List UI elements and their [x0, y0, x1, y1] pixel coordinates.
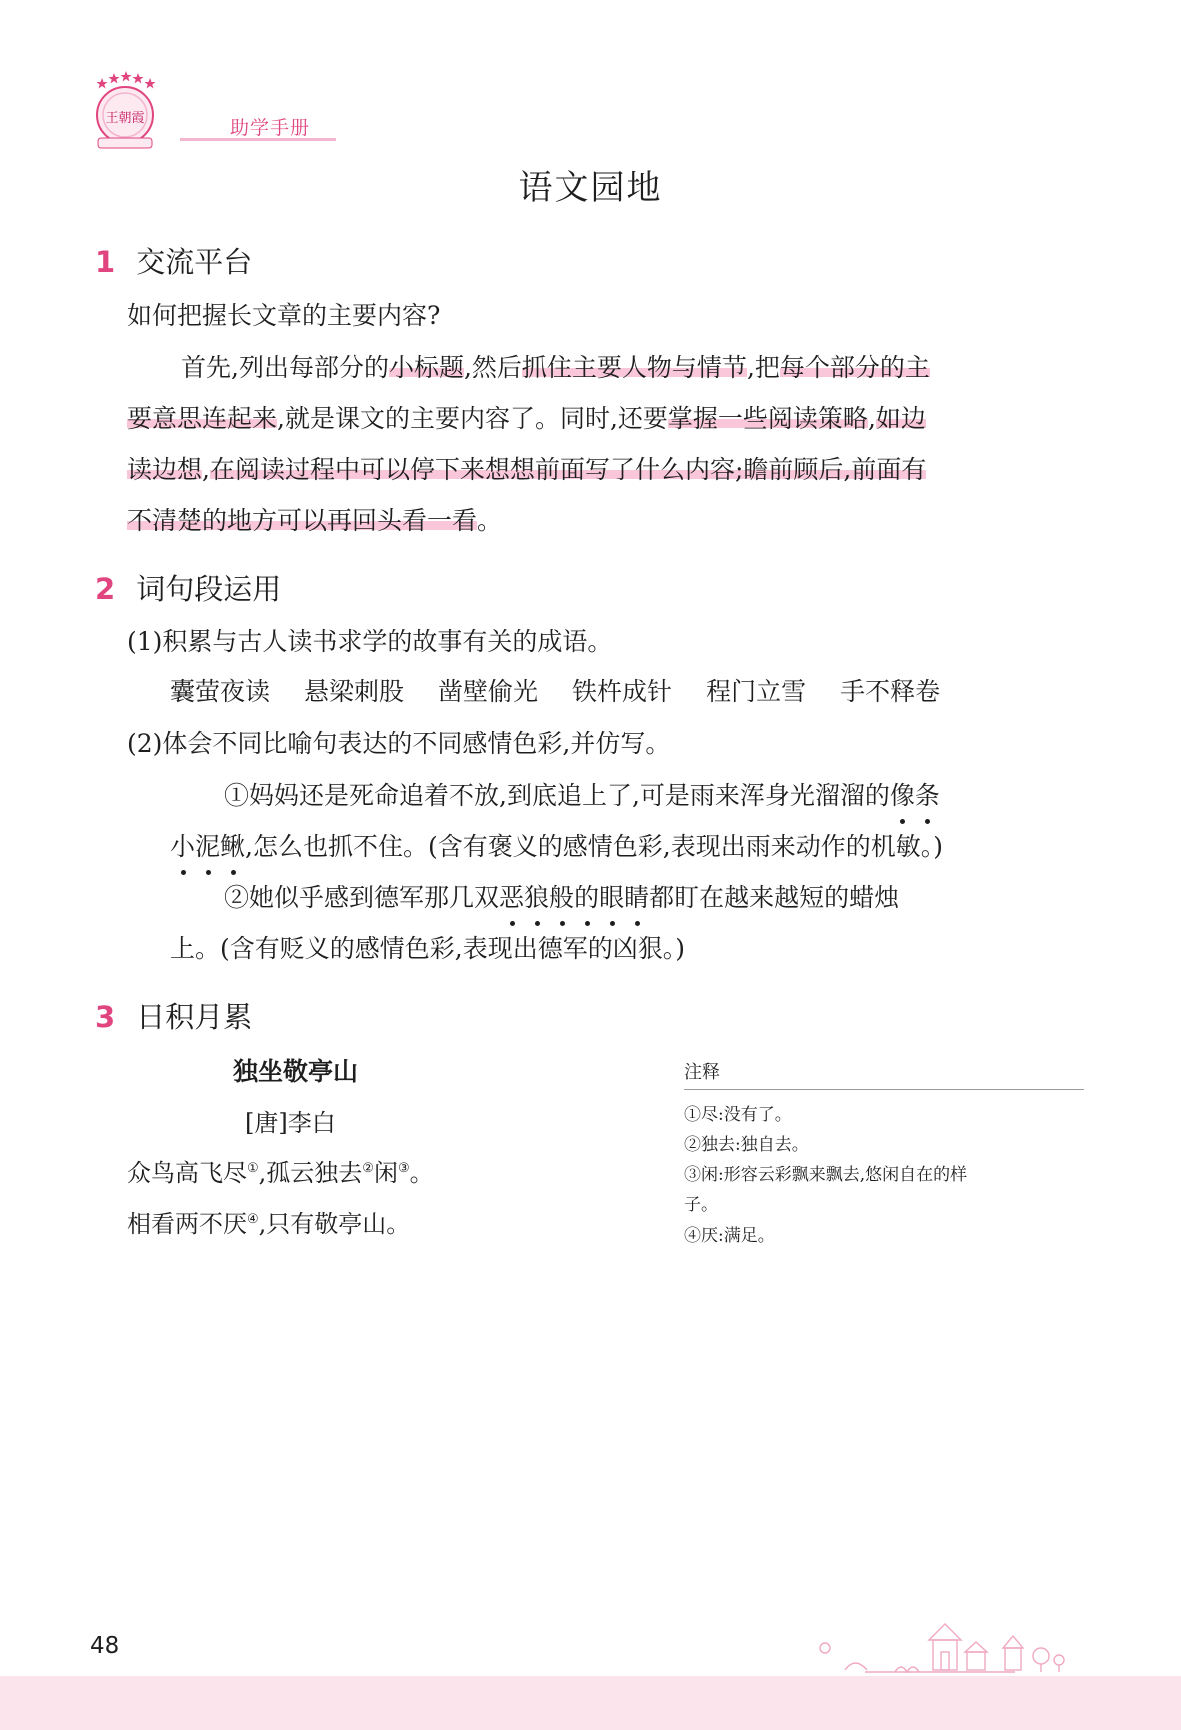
page-number: 48: [90, 1633, 120, 1659]
footnote-marker: ③: [397, 1161, 410, 1176]
emphasis-char: 眼: [599, 878, 624, 914]
emphasis-char: 恶: [499, 878, 524, 914]
text-run: 。: [409, 1159, 434, 1187]
highlight: 不清楚的地方可以再回头看一看: [127, 506, 478, 535]
text-run: ,然后: [463, 353, 522, 382]
paragraph-line-3: [127, 450, 926, 486]
highlight: 小标题: [388, 353, 464, 382]
section-1-heading: [95, 240, 252, 281]
notes-title: 注释: [684, 1062, 720, 1083]
note-2: ②独去:独自去。: [684, 1135, 809, 1155]
highlight: 如边: [875, 404, 926, 433]
example-1-line-1: [224, 776, 940, 812]
text-run: ,: [867, 404, 876, 433]
idiom-list: [170, 672, 974, 708]
idiom: 囊萤夜读: [170, 677, 271, 706]
idiom: 程门立雪: [706, 677, 807, 706]
highlight: 要意思连起来: [127, 404, 278, 433]
text-run: ②她似乎感到德军那几双: [224, 883, 500, 912]
text-run: 相看两不厌: [127, 1210, 247, 1238]
highlight: 读边想: [127, 455, 203, 484]
section-number: 3: [95, 1000, 116, 1034]
text-run: ,孤云独去: [258, 1159, 363, 1187]
paragraph-line-2: [127, 399, 926, 435]
example-2-line-2: 上。(含有贬义的感情色彩,表现出德军的凶狠。): [170, 934, 685, 963]
poem-line-2: [127, 1204, 410, 1239]
emphasis-char: 般: [549, 878, 574, 914]
text-run: 。: [477, 506, 503, 535]
page-title: 语文园地: [518, 168, 663, 208]
highlight: 在阅读过程中可以停下来想想前面写了什么内容;瞻前顾后,前面有: [209, 455, 927, 484]
footnote-marker: ②: [362, 1161, 374, 1176]
emphasis-char: 睛: [624, 878, 649, 914]
text-run: ,只有敬亭山。: [258, 1210, 411, 1238]
paragraph-line-1: [181, 348, 930, 384]
example-1-line-2: [170, 827, 943, 863]
exercise-2: (2)体会不同比喻句表达的不同感情色彩,并仿写。: [127, 729, 671, 758]
footer-house-illustration-icon: [805, 1618, 1081, 1676]
emphasis-char: 鳅: [220, 827, 245, 863]
section-title: 交流平台: [136, 245, 253, 279]
idiom: 悬梁刺股: [304, 677, 405, 706]
text-run: ,把: [746, 353, 780, 382]
text-run: 首先,列出每部分的: [181, 353, 389, 382]
highlight: 每个部分的主: [779, 353, 930, 382]
poem-title: 独坐敬亭山: [233, 1057, 359, 1086]
note-3-continued: 子。: [684, 1195, 718, 1215]
emphasis-char: 小: [170, 827, 195, 863]
svg-text:王朝霞: 王朝霞: [105, 111, 145, 126]
header-label: 助学手册: [230, 117, 311, 139]
highlight: 抓住主要人物与情节: [521, 353, 747, 382]
emphasis-char: 像: [890, 776, 915, 812]
text-run: ,: [202, 455, 210, 484]
highlight: 掌握一些阅读策略: [667, 404, 868, 433]
footnote-marker: ④: [247, 1212, 259, 1227]
note-4: ④厌:满足。: [684, 1226, 775, 1246]
poem-author: [唐]李白: [245, 1109, 336, 1137]
text-run: 众鸟高飞尽: [127, 1159, 247, 1187]
paragraph-line-4: [127, 501, 502, 537]
section-number: 1: [95, 245, 116, 279]
section-2-heading: [95, 567, 281, 608]
footer-band: [0, 1676, 1181, 1730]
idiom: 手不释卷: [840, 677, 941, 706]
text-run: 都盯在越来越短的蜡烛: [649, 883, 900, 912]
emphasis-char: 的: [574, 878, 599, 914]
note-1: ①尽:没有了。: [684, 1105, 792, 1125]
section-title: 日积月累: [136, 1000, 253, 1034]
text-run: ①妈妈还是死命追着不放,到底追上了,可是雨来浑身光溜溜的: [224, 781, 890, 810]
text-run: ,就是课文的主要内容了。同时,还要: [277, 404, 668, 433]
section-3-heading: [95, 995, 252, 1036]
section-title: 词句段运用: [136, 572, 282, 606]
publisher-logo: [88, 68, 162, 152]
emphasis-char: 狼: [524, 878, 549, 914]
footnote-marker: ①: [247, 1161, 259, 1176]
exercise-1: (1)积累与古人读书求学的故事有关的成语。: [127, 627, 613, 656]
text-run: ,怎么也抓不住。(含有褒义的感情色彩,表现出雨来动作的机敏。): [245, 832, 943, 861]
idiom: 铁杵成针: [572, 677, 673, 706]
text-run: 闲: [373, 1159, 398, 1187]
section-number: 2: [95, 572, 116, 606]
note-3: ③闲:形容云彩飘来飘去,悠闲自在的样: [684, 1165, 968, 1185]
question: 如何把握长文章的主要内容?: [127, 301, 441, 330]
notes-divider: [684, 1089, 1084, 1090]
emphasis-char: 泥: [195, 827, 220, 863]
poem-line-1: [127, 1153, 434, 1188]
emphasis-char: 条: [915, 776, 940, 812]
idiom: 凿壁偷光: [438, 677, 539, 706]
example-2-line-1: [224, 878, 899, 914]
